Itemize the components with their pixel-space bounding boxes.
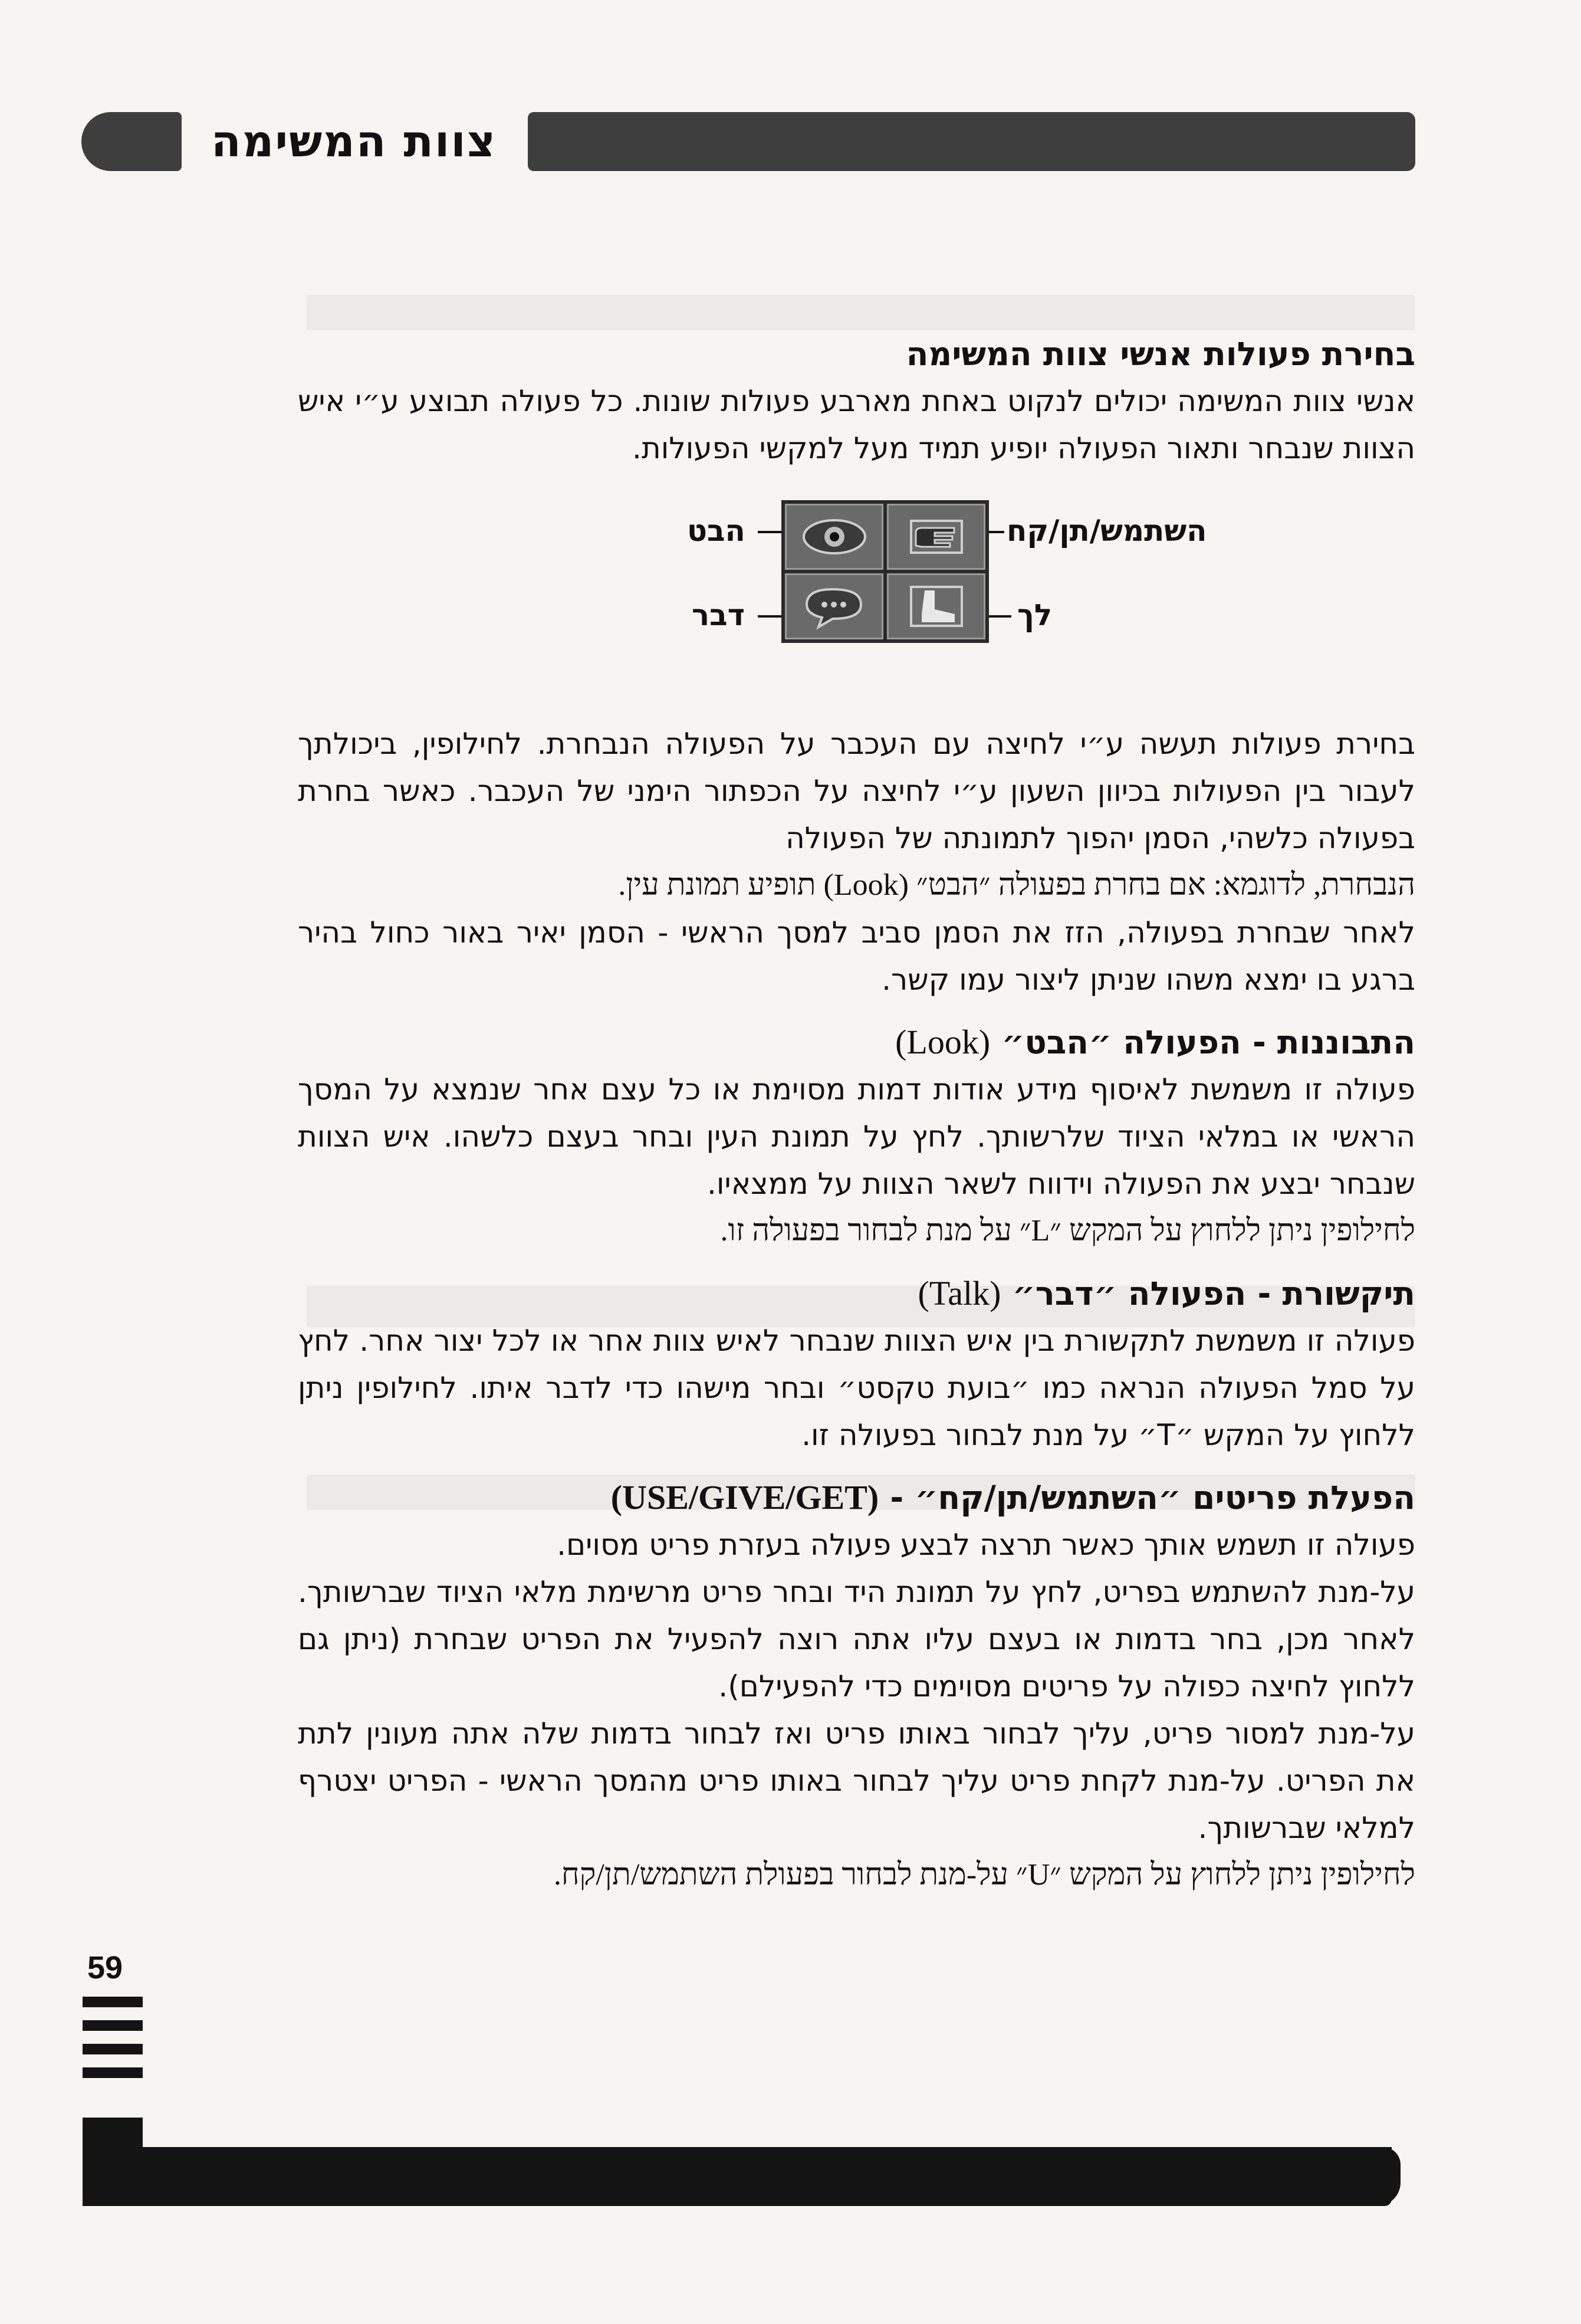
section-heading-use — [298, 1474, 1415, 1521]
header-left-pill — [81, 112, 182, 171]
footer-stripe — [83, 2020, 143, 2031]
speech-bubble-icon[interactable] — [785, 573, 883, 639]
talk-paragraph: פעולה זו משמשת לתקשורת בין איש הצוות שנבחר לאיש צוות אחר או לכל יצור אחר. לחץ על סמל הפעולה הנראה כמו ״בועת טקסט״ ובחר מישהו כדי לדבר איתו. לחילופין ניתן ללחוץ על המקש ״T״ על מנת לבחור בפעולה זו. — [298, 1324, 1415, 1452]
use-paragraph-use: על-מנת להשתמש בפריט, לחץ על תמונת היד ובחר פריט מרשימת מלאי הציוד שברשותך. לאחר מכן, בחר בדמות או בעצם עליו אתה רוצה להפעיל את הפריט שבחרת (ניתן גם ללחוץ לחיצה כפולה על פריטים מסוימים כדי להפעילם). — [298, 1575, 1415, 1703]
hand-icon[interactable] — [887, 504, 985, 570]
choose-actions-example: הנבחרת, לדוגמא: אם בחרת בפעולה ״הבט״ (Look) תופיע תמונת עין. — [618, 868, 1415, 902]
choose-actions-paragraph: בחירת פעולות תעשה ע״י לחיצה עם העכבר על הפעולה הנבחרת. לחילופין, ביכולתך לעבור בין הפעולות בכיוון השעון ע״י לחיצה על הכפתור הימני של העכבר. כאשר בחרת בפעולה כלשהי, הסמן יהפוך לתמונתה של הפעולה — [298, 727, 1415, 855]
header-right-band — [528, 112, 1415, 171]
section-heading-talk — [298, 1270, 1415, 1317]
talk-heading-hebrew: תיקשורת - הפעולה ״דבר״ — [1012, 1275, 1415, 1312]
main-content — [298, 330, 1415, 1899]
look-heading-hebrew: התבוננות - הפעולה ״הבט״ — [1001, 1023, 1415, 1061]
use-paragraph-intro: פעולה זו תשמש אותך כאשר תרצה לבצע פעולה בעזרת פריט מסוים. — [557, 1528, 1415, 1562]
talk-heading-english: (Talk) — [918, 1274, 1001, 1312]
look-shortcut: לחילופין ניתן ללחוץ על המקש ״L״ על מנת לבחור בפעולה זו. — [720, 1214, 1415, 1248]
footer-stripe — [83, 1997, 143, 2007]
look-heading-english: (Look) — [895, 1023, 991, 1061]
bleed-through — [307, 295, 1415, 330]
section-heading-look — [298, 1019, 1415, 1066]
footer-band-tip — [1356, 2147, 1401, 2206]
label-walk: לך — [1017, 598, 1053, 632]
use-paragraph-give-get: על-מנת למסור פריט, עליך לבחור באותו פריט ואז לבחור בדמות שלה אתה מעונין לתת את הפריט. על-מנת לקחת פריט עליך לבחור באותו פריט מהמסך הראשי - הפריט יצטרף למלאי שברשותך. — [298, 1716, 1415, 1845]
intro-paragraph: אנשי צוות המשימה יכולים לנקוט באחת מארבע פעולות שונות. כל פעולה תבוצע ע״י איש הצוות שנבחר ותאור הפעולה יופיע תמיד מעל למקשי הפעולות. — [298, 384, 1415, 465]
action-icon-grid — [781, 500, 989, 643]
use-heading-english: (USE/GIVE/GET) — [610, 1478, 879, 1516]
use-shortcut: לחילופין ניתן ללחוץ על המקש ״U״ על-מנת לבחור בפעולת השתמש/תן/קח. — [553, 1858, 1415, 1892]
label-use-give-get: השתמש/תן/קח — [1007, 514, 1207, 548]
use-heading-hebrew: הפעלת פריטים ״השתמש/תן/קח״ - — [890, 1479, 1415, 1516]
look-paragraph: פעולה זו משמשת לאיסוף מידע אודות דמות מסוימת או כל עצם אחר שנמצא על המסך הראשי או במלאי הציוד שלרשותך. לחץ על תמונת העין ובחר בעצם כלשהו. איש הצוות שנבחר יבצע את הפעולה וידווח לשאר הצוות על ממצאיו. — [298, 1072, 1415, 1201]
cursor-highlight-paragraph: לאחר שבחרת בפעולה, הזז את הסמן סביב למסך הראשי - הסמן יאיר באור כחול בהיר ברגע בו ימצא משהו שניתן ליצור עמו קשר. — [298, 915, 1415, 997]
eye-icon[interactable] — [785, 504, 883, 570]
footer-stripe — [83, 2067, 143, 2078]
page-title: צוות המשימה — [211, 116, 497, 167]
label-look: הבט — [687, 514, 745, 548]
section-heading-choose-actions: בחירת פעולות אנשי צוות המשימה — [906, 335, 1415, 373]
label-talk: דבר — [692, 598, 745, 632]
footer-band — [83, 2147, 1392, 2206]
footer-stripe — [83, 2044, 143, 2054]
boot-icon[interactable] — [887, 573, 985, 639]
page-number: 59 — [87, 1950, 123, 1985]
action-icons-figure — [298, 494, 1415, 704]
